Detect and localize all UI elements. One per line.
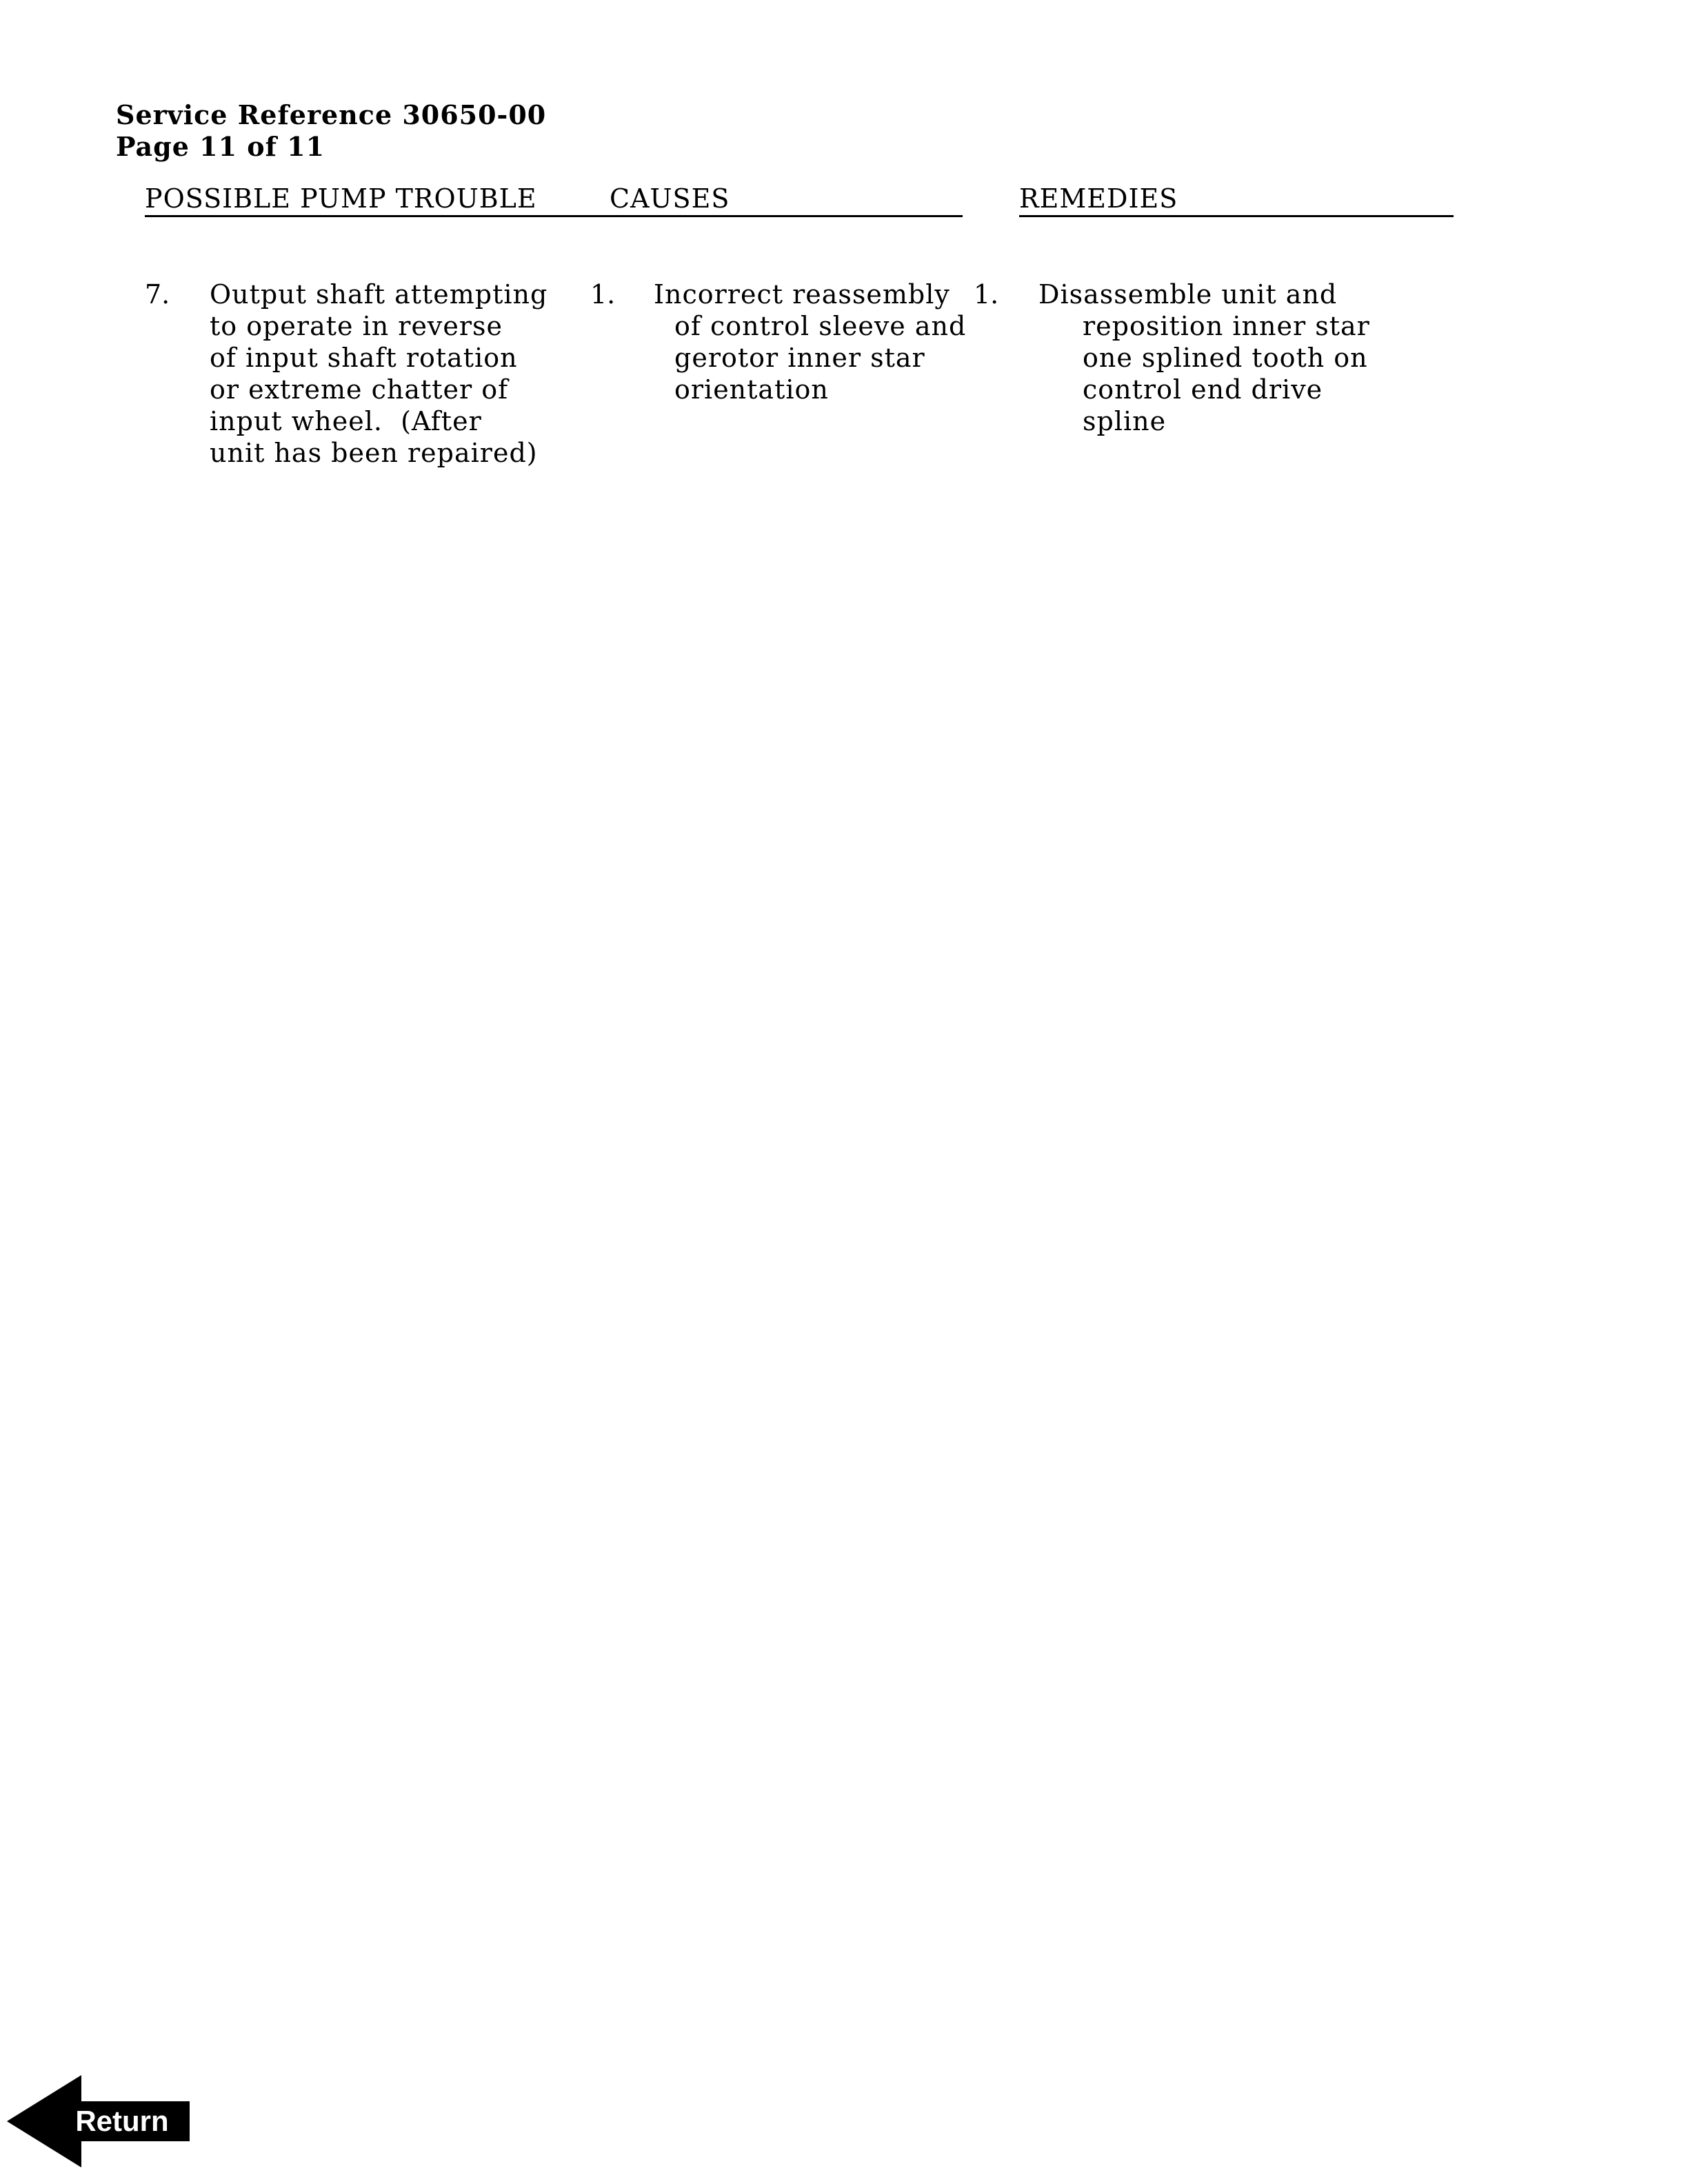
trouble-line: to operate in reverse [210,311,503,341]
return-label: Return [75,2105,169,2137]
column-header-causes: CAUSES [610,183,730,214]
header-underline-remedies [1019,215,1454,217]
return-button[interactable] [7,2075,193,2167]
trouble-line: or extreme chatter of [210,374,509,405]
remedy-line: Disassemble unit and [1038,279,1338,310]
causes-cell [654,279,966,405]
column-header-trouble: POSSIBLE PUMP TROUBLE [145,183,537,214]
column-header-remedies: REMEDIES [1019,183,1178,214]
cause-number: 1. [590,279,616,310]
page-number: Page 11 of 11 [116,131,325,162]
header-underline-trouble-causes [145,215,963,217]
trouble-line: Output shaft attempting [210,279,548,310]
remedy-line: spline [1083,406,1167,436]
remedies-cell [1038,279,1370,437]
cause-line: orientation [674,374,829,405]
service-reference: Service Reference 30650-00 [116,99,547,130]
remedy-line: control end drive [1083,374,1323,405]
trouble-cell [210,279,547,469]
remedy-number: 1. [974,279,999,310]
row-number: 7. [145,279,170,310]
trouble-line: input wheel. (After [210,406,482,436]
remedy-line: one splined tooth on [1083,343,1368,373]
cause-line: Incorrect reassembly [654,279,950,310]
cause-line: gerotor inner star [674,343,925,373]
trouble-line: of input shaft rotation [210,343,518,373]
trouble-line: unit has been repaired) [210,438,538,468]
cause-line: of control sleeve and [674,311,967,341]
remedy-line: reposition inner star [1083,311,1370,341]
